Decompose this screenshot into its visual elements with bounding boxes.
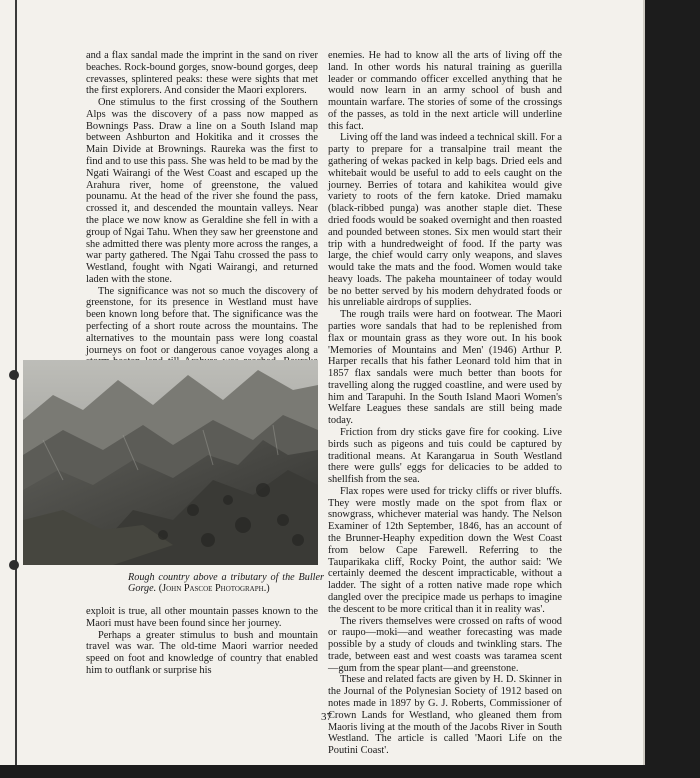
paragraph: These and related facts are given by H. D. Skinner in the Journal of the Polynesian Society of 1912 based on notes made in 1897 by G. J. Roberts, Commissioner of Crown Lands for Westland, who gleaned them from Maoris living at the mouth of the Jacobs River in South Westland. The article is called 'Maori Life on the Poutini Coast'.: [328, 674, 562, 757]
binding-hole: [9, 370, 19, 380]
left-column-top: [86, 50, 318, 392]
left-column-bottom: [86, 606, 318, 677]
paragraph: Perhaps a greater stimulus to bush and mountain travel was war. The old-time Maori warrior needed speed on foot and knowledge of country that enabled him to outflank or surprise his: [86, 629, 318, 676]
right-column: [328, 50, 562, 757]
caption-text: Rough country above a tributary of the Buller Gorge.: [128, 572, 324, 595]
page-number: 37: [321, 711, 332, 723]
paragraph: enemies. He had to know all the arts of living off the land. In other words his natural training as guerilla leader or commando officer excelled anything that he would now learn in an army school of bush and mountain warfare. The stories of some of the crossings of the passes, as told in the next article will underline this fact.: [328, 50, 562, 132]
paragraph: exploit is true, all other mountain passes known to the Maori must have been found since her journey.: [86, 606, 318, 629]
paragraph: The rivers themselves were crossed on rafts of wood or raupo—moki—and weather forecasting was made possible by a study of clouds and twinkling stars. The trade, between east and west coasts was taramea scent—gum from the spear plant—and greenstone.: [328, 615, 562, 674]
photo-credit: (John Pascoe Photograph.): [158, 583, 270, 595]
paragraph: Friction from dry sticks gave fire for cooking. Live birds such as pigeons and tuis could be captured by traditional means. At Karangarua in South Westland there were gulls' eggs for delicacies to be added to shellfish from the sea.: [328, 427, 562, 486]
paragraph: Living off the land was indeed a technical skill. For a party to prepare for a transalpine trail meant the gathering of wekas packed in kelp bags. Dried eels and whitebait would be useful to add to eels caught on the journey. Berries of totara and kahikitea would give variety to roots of the fern katoke. Dried mamaku (black-ribbed punga) was another staple diet. These dried foods would be soaked overnight and then roasted and pounded between stones. Six men would start their trip with a hundredweight of food. If the party was large, the chief would carry only weapons, and slaves would take the mats and the food. Women would take heavy loads. The pakeha mountaineer of today would be no better served by his modern dehydrated foods or his unreliable airdrops of supplies.: [328, 132, 562, 309]
binding-hole: [9, 560, 19, 570]
paragraph: The significance was not so much the discovery of greenstone, for its presence in Westland must have been known long before that. The significance was the perfecting of a short route across the mountains. The alternatives to the mountain pass were long coastal journeys on foot or dangerous canoe voyages along a: [86, 285, 318, 356]
paragraph: The rough trails were hard on footwear. The Maori parties wore sandals that had to be replenished from flax or mountain grass as they wore out. In his book 'Memories of Mountains and Men' (1946) Arthur P. Harper recalls that his father Leonard told him that in 1857 flax sandals were much better than boots for travelling along the rugged coastline, and were used by him and Tarapuhi. In the South Island Maori Women's Welfare Leagues these sandals are still being made today.: [328, 309, 562, 427]
mountain-photograph: [23, 360, 318, 565]
photo-caption: [128, 572, 324, 595]
paragraph: One stimulus to the first crossing of the Southern Alps was the discovery of a pass now mapped as Bownings Pass. Draw a line on a South Island map between Ashburton and Hokitika and it crosses the Main Divide at Brownings. Raureka was the first to find and to use this pass. She was held to be mad by the Ngati Wairangi of the West Coast and escaped up the Arahura river, home of greenstone, the valued pounamu. At the head of the river she found the pass, crossed it, and descended the mountain valleys. Near the place we now know as Geraldine she fell in with a group of Ngai Tahu. When they saw her greenstone and she admitted there was plenty more across the ranges, a war party gathered. The Ngai Tahu crossed the pass to Westland, fought with Ngati Wairangi, and returned laden with the stone.: [86, 97, 318, 285]
binding-gutter: [15, 0, 17, 765]
paragraph: and a flax sandal made the imprint in the sand on river beaches. Rock-bound gorges, snow-bound gorges, deep crevasses, splintered peaks: these were sights that met the first explorers. And consider the Maori explorers.: [86, 50, 318, 97]
mountain-photo-image: [23, 360, 318, 565]
paragraph: Flax ropes were used for tricky cliffs or river bluffs. They were mostly made on the spot from flax or snowgrass, whichever material was handy. The Nelson Examiner of 12th September, 1846, has an account of the Brunner-Heaphy expedition down the West Coast from below Cape Farewell. Referring to the Tauparikaka cliff, Rocky Point, the author said: 'We certainly deemed the descent impracticable, without a ladder. The sight of a rotten native made rope which dangled over the precipice made us perhaps to imagine the descent to be more critical than it in reality was'.: [328, 485, 562, 615]
